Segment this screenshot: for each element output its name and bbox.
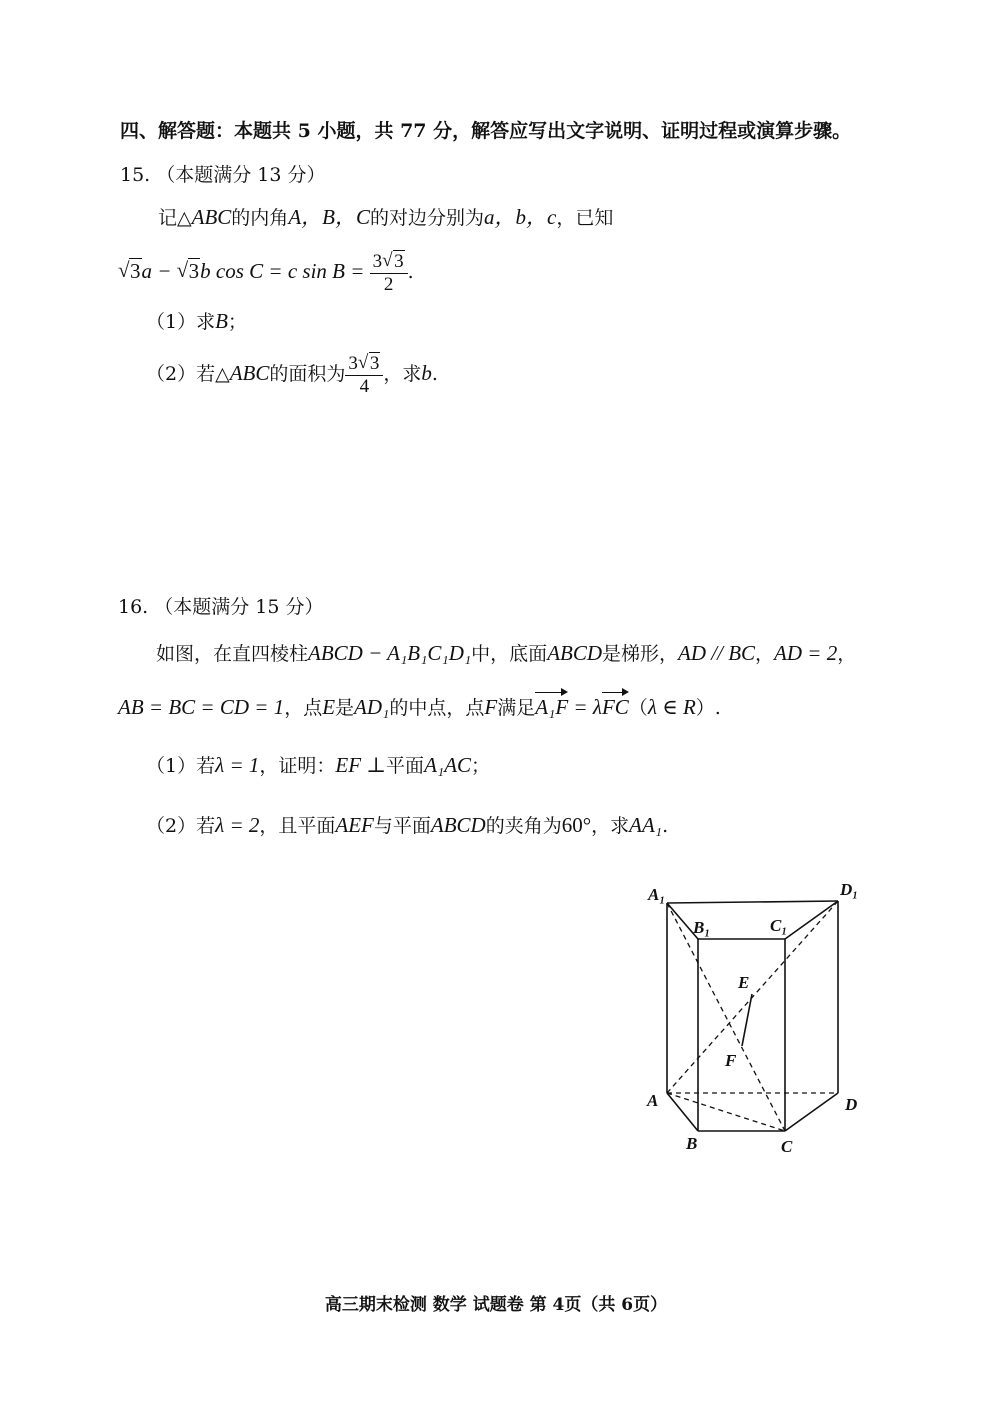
q15-sqrt-a: √ 3 [118, 246, 142, 296]
label-a1: A₁ [648, 885, 666, 904]
q15-intro-a: 记△ [158, 207, 192, 229]
q15-p2-end: ，求 [383, 363, 422, 385]
q16-l2-g: F [484, 695, 498, 719]
q15-intro-e: 的对边分别为 [369, 207, 484, 229]
label-f: F [725, 1051, 737, 1070]
q15-p2-text: 的面积为 [269, 363, 346, 385]
q16-l1-e: 是梯形， [602, 643, 679, 665]
q16-p2-i: ，求 [591, 815, 630, 837]
q16-l2-c: E [322, 695, 336, 719]
q15-sqrt-b: √ 3 [177, 246, 201, 296]
q16-p1-e: 平面 [386, 755, 425, 777]
label-e: E [738, 973, 750, 992]
q16-l2-h: 满足 [497, 697, 536, 719]
q16-p2-a: （2）若 [146, 815, 216, 837]
q15-eq-lhs: a − [141, 259, 177, 283]
q16-p1-a: （1）若 [146, 755, 216, 777]
q15-intro-d: A，B，C [288, 205, 370, 229]
edge-ab [667, 1093, 698, 1131]
section-heading: 四、解答题：本题共 5 小题，共 77 分，解答应写出文字说明、证明过程或演算步骤。 [120, 120, 852, 142]
q16-p2-g: 的夹角为 [485, 815, 562, 837]
q16-p1-f: A₁AC [424, 753, 472, 777]
q16-p2-f: ABCD [430, 813, 486, 837]
q16-p2-d: AEF [335, 813, 374, 837]
q16-p2-h: 60° [561, 813, 592, 837]
edge-c1d1 [785, 901, 838, 939]
q15-eq-mid: b cos C = c sin B = [200, 259, 370, 283]
q16-p2-k: . [662, 815, 669, 837]
q16-l2-k: ）. [695, 697, 721, 719]
q16-l2-f: 的中点，点 [389, 697, 485, 719]
q16-vector-a1f: A₁F [535, 695, 569, 719]
q16-l2-i: （ [628, 697, 648, 719]
q16-l2-eq: = λ [568, 695, 602, 719]
q16-vector-fc: FC [601, 695, 629, 719]
diagonal-ac [667, 1093, 785, 1131]
q15-p1-var: B [215, 309, 228, 333]
q16-p1-c: ，证明： [259, 755, 336, 777]
q16-l1-h: AD = 2 [774, 641, 838, 665]
q16-p1-b: λ = 1 [215, 753, 260, 777]
page-footer: 高三期末检测 数学 试题卷 第 4页（共 6页） [324, 1295, 668, 1315]
q16-p1-g: ； [471, 755, 491, 777]
q16-header: 16. （本题满分 15 分） [118, 596, 324, 618]
q16-p2-j: AA₁ [629, 813, 663, 837]
edge-cd [785, 1093, 838, 1131]
label-c: C [781, 1137, 793, 1156]
q15-p2-fraction: $\frac{3√ 3}{4}$ [345, 353, 383, 398]
q16-l2-d: 是 [335, 697, 355, 719]
q15-p1-end: ； [227, 311, 247, 333]
q15-intro-b: ABC [191, 205, 232, 229]
q16-l2-a: AB = BC = CD = 1 [118, 695, 285, 719]
q16-l1-i: ， [837, 643, 857, 665]
q16-l1-b: ABCD − A₁B₁C₁D₁ [308, 641, 472, 665]
q16-l2-b: ，点 [284, 697, 323, 719]
edge-a1d1 [667, 901, 838, 903]
q15-eq-end: . [407, 261, 414, 283]
label-a: A [647, 1091, 659, 1110]
q16-l2-e: AD₁ [354, 695, 390, 719]
q16-p2-e: 与平面 [373, 815, 431, 837]
q16-l1-g: ， [755, 643, 775, 665]
diagonal-a1c [667, 903, 788, 1131]
q16-l2-j: λ ∈ R [647, 695, 696, 719]
q16-p2-b: λ = 2 [215, 813, 260, 837]
q16-p1-d: EF ⊥ [335, 753, 387, 777]
q15-p2-dot: . [431, 363, 438, 385]
q15-intro-g: ，已知 [556, 207, 614, 229]
q15-p1-label: （1）求 [146, 311, 216, 333]
q16-l1-a: 如图，在直四棱柱 [156, 643, 309, 665]
q15-intro-c: 的内角 [231, 207, 289, 229]
segment-ef [742, 994, 752, 1046]
q15-intro-f: a，b，c [484, 205, 557, 229]
q15-p2-var: b [421, 361, 432, 385]
label-c1: C₁ [770, 916, 788, 935]
q15-p2-label: （2）若△ [146, 363, 230, 385]
q15-header: 15. （本题满分 13 分） [120, 164, 326, 186]
q15-p2-tri: ABC [229, 361, 270, 385]
label-b1: B₁ [693, 918, 711, 937]
label-b: B [686, 1134, 698, 1153]
q16-l1-d: ABCD [547, 641, 603, 665]
q15-fraction: $\frac{3√ 3}{2}$ [370, 251, 408, 296]
label-d: D [845, 1095, 858, 1114]
q16-l1-f: AD // BC [678, 641, 756, 665]
label-d1: D₁ [840, 880, 859, 899]
q16-p2-c: ，且平面 [259, 815, 336, 837]
q16-l1-c: 中，底面 [471, 643, 548, 665]
